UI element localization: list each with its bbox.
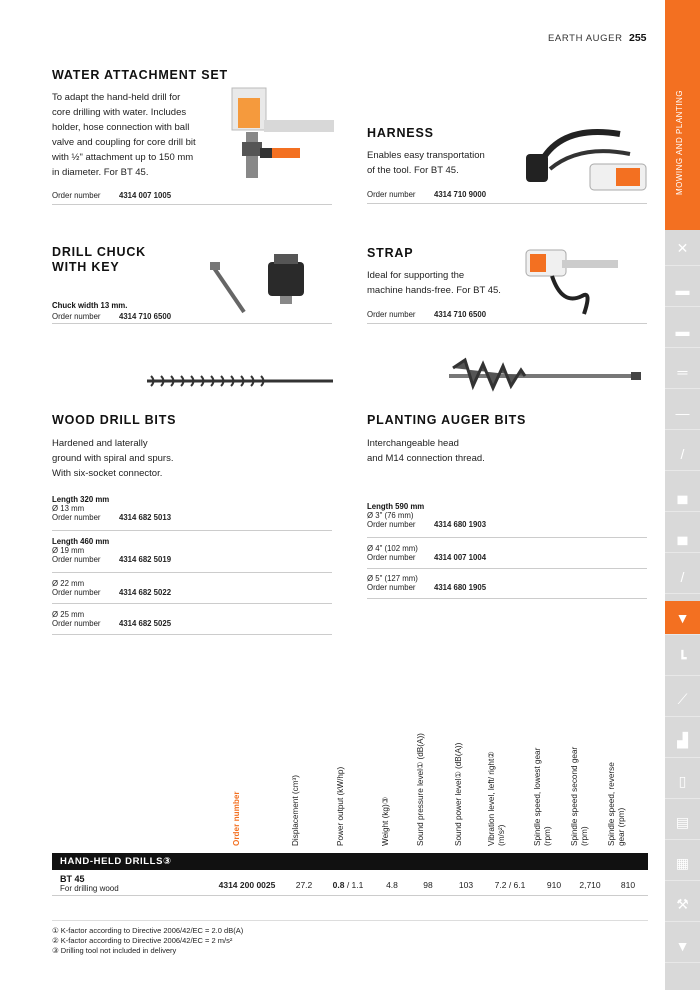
- cell-speed-low: 910: [546, 880, 562, 890]
- column-label: Sound power level① (dB(A)): [454, 742, 463, 846]
- cell-sound-pressure: 98: [423, 880, 433, 890]
- desc-line: in diameter. For BT 45.: [52, 167, 149, 178]
- planting-auger-image: [445, 356, 645, 396]
- tools-icon[interactable]: ✕: [665, 232, 700, 266]
- order-label: Order number: [52, 513, 101, 522]
- strap-image: [522, 246, 622, 320]
- wood-specs: [52, 537, 332, 564]
- document-icon[interactable]: ▤: [665, 806, 700, 840]
- spec-diameter: Ø 13 mm: [52, 504, 85, 513]
- divider: [367, 203, 647, 204]
- spec-heading: Length 590 mm: [367, 502, 425, 511]
- spec-diameter: Ø 25 mm: [52, 610, 85, 619]
- dog-icon[interactable]: ▟: [665, 724, 700, 758]
- wood-specs: [52, 610, 332, 628]
- order-row: [52, 312, 332, 321]
- cell-power: [326, 880, 370, 890]
- shirt-icon[interactable]: ▼: [665, 929, 700, 963]
- desc-line: with ½" attachment up to 150 mm: [52, 152, 194, 163]
- divider: [367, 323, 647, 324]
- order-number: 4314 710 6500: [119, 312, 172, 321]
- product-description: [52, 436, 252, 481]
- order-row: [52, 513, 332, 522]
- power-hp: / 1.1: [346, 880, 364, 890]
- tiller-icon[interactable]: ┗: [665, 642, 700, 676]
- category-sidebar: [665, 0, 700, 990]
- spec-heading: Chuck width 13 mm.: [52, 301, 128, 310]
- footnote: ② K-factor according to Directive 2006/42/EC = 2 m/s²: [52, 936, 233, 945]
- cell-speed-reverse: 810: [620, 880, 636, 890]
- column-label: Power output (kW/hp): [336, 766, 345, 846]
- brushcutter-icon[interactable]: ▬: [665, 314, 700, 348]
- divider: [52, 323, 332, 324]
- order-number: 4314 682 5019: [119, 555, 172, 564]
- harness-order: [367, 190, 647, 199]
- desc-line: Hardened and laterally: [52, 438, 148, 449]
- order-label: Order number: [52, 619, 101, 628]
- product-water-attachment: [52, 68, 252, 180]
- desc-line: machine hands-free. For BT 45.: [367, 285, 501, 296]
- product-title: WOOD DRILL BITS: [52, 413, 177, 427]
- order-label: Order number: [52, 191, 101, 200]
- wood-specs: [52, 579, 332, 597]
- order-label: Order number: [367, 583, 416, 592]
- cell-order-number: 4314 200 0025: [218, 880, 276, 890]
- order-label: Order number: [52, 555, 101, 564]
- planting-specs: [367, 544, 647, 562]
- cell-sound-power: 103: [458, 880, 474, 890]
- desc-line: of the tool. For BT 45.: [367, 165, 459, 176]
- col-sound-pressure: [416, 724, 446, 846]
- product-title: WATER ATTACHMENT SET: [52, 68, 228, 82]
- order-number: 4314 680 1903: [434, 520, 487, 529]
- divider: [52, 603, 332, 604]
- desc-line: Interchangeable head: [367, 438, 459, 449]
- cell-vibration: 7.2 / 6.1: [494, 880, 526, 890]
- product-description: [52, 90, 252, 180]
- order-row: [52, 588, 332, 597]
- table-row: [52, 872, 648, 894]
- earth-auger-icon[interactable]: ▼: [665, 601, 700, 635]
- product-description: [367, 436, 587, 466]
- col-order-number: [232, 724, 262, 846]
- col-power: [336, 724, 366, 846]
- footnote: ① K-factor according to Directive 2006/42/EC = 2.0 dB(A): [52, 926, 244, 935]
- order-row: [367, 520, 647, 529]
- spec-diameter: Ø 4" (102 mm): [367, 544, 418, 553]
- planting-specs: [367, 502, 647, 529]
- cell-weight: 4.8: [386, 880, 398, 890]
- col-weight: [381, 724, 411, 846]
- order-row: [52, 555, 332, 564]
- column-label: Displacement (cm³): [291, 775, 300, 846]
- pruner-icon[interactable]: ⟋: [665, 683, 700, 717]
- order-row: [52, 191, 332, 200]
- desc-line: valve and coupling for core drill bit: [52, 137, 196, 148]
- section-title: EARTH AUGER: [548, 33, 623, 44]
- divider: [367, 568, 647, 569]
- product-harness: [367, 126, 517, 178]
- pole-icon[interactable]: /: [665, 560, 700, 594]
- order-label: Order number: [367, 520, 416, 529]
- product-description: [367, 148, 517, 178]
- order-number: 4314 710 6500: [434, 310, 487, 319]
- product-title: HARNESS: [367, 126, 434, 140]
- product-title: STRAP: [367, 246, 414, 260]
- column-label: Spindle speed second gear (rpm): [570, 746, 589, 846]
- column-label: Order number: [232, 791, 241, 846]
- divider: [52, 895, 648, 896]
- hedge-trimmer-icon[interactable]: ▬: [665, 273, 700, 307]
- col-speed-reverse: [607, 724, 647, 846]
- order-label: Order number: [52, 588, 101, 597]
- trimmer-icon[interactable]: /: [665, 437, 700, 471]
- column-label: Spindle speed, lowest gear (rpm): [533, 747, 552, 846]
- divider: [367, 598, 647, 599]
- product-strap: [367, 246, 527, 298]
- divider: [52, 204, 332, 205]
- product-description: [367, 268, 527, 298]
- order-number: 4314 007 1005: [119, 191, 172, 200]
- product-title: WITH KEY: [52, 260, 120, 274]
- order-number: 4314 680 1905: [434, 583, 487, 592]
- power-kw: 0.8: [332, 880, 345, 890]
- sidebar-category-label: MOWING AND PLANTING: [675, 89, 684, 195]
- spec-diameter: Ø 3" (76 mm): [367, 511, 414, 520]
- order-label: Order number: [52, 312, 101, 321]
- table-group-header: HAND-HELD DRILLS③: [52, 853, 648, 870]
- order-number: 4314 682 5013: [119, 513, 172, 522]
- scythe-icon[interactable]: —: [665, 396, 700, 430]
- model-subtitle: For drilling wood: [60, 884, 119, 893]
- col-displacement: [291, 724, 321, 846]
- order-row: [52, 619, 332, 628]
- page-number: 255: [629, 32, 647, 44]
- cell-speed-second: 2,710: [579, 880, 601, 890]
- order-label: Order number: [367, 553, 416, 562]
- column-label: Spindle speed, reverse gear (rpm): [607, 762, 626, 846]
- col-vibration: [487, 724, 527, 846]
- footnote: ③ Drilling tool not included in delivery: [52, 946, 177, 955]
- product-drill-chuck: [52, 245, 212, 275]
- order-row: [367, 583, 647, 592]
- desc-line: holder, hose connection with ball: [52, 122, 190, 133]
- chuck-specs: [52, 301, 332, 321]
- spec-diameter: Ø 19 mm: [52, 546, 85, 555]
- lawnmower-icon[interactable]: ═: [665, 355, 700, 389]
- product-title: PLANTING AUGER BITS: [367, 413, 527, 427]
- order-label: Order number: [367, 310, 416, 319]
- spec-heading: Length 460 mm: [52, 537, 110, 546]
- wood-specs: [52, 495, 332, 522]
- cell-displacement: 27.2: [295, 880, 313, 890]
- desc-line: To adapt the hand-held drill for: [52, 92, 181, 103]
- desc-line: Ideal for supporting the: [367, 270, 465, 281]
- desc-line: With six-socket connector.: [52, 468, 163, 479]
- order-number: 4314 682 5022: [119, 588, 172, 597]
- water-attachment-image: [224, 84, 334, 188]
- axe-icon[interactable]: ⚒: [665, 888, 700, 922]
- column-label: Sound pressure level① (dB(A)): [416, 733, 425, 846]
- order-number: 4314 007 1004: [434, 553, 487, 562]
- divider: [367, 537, 647, 538]
- model-name: BT 45: [60, 874, 85, 884]
- phone-icon[interactable]: ▯: [665, 765, 700, 799]
- active-category-tab[interactable]: [665, 0, 700, 230]
- col-sound-power: [454, 724, 484, 846]
- water-order: [52, 191, 332, 200]
- spec-diameter: Ø 5" (127 mm): [367, 574, 418, 583]
- order-number: 4314 710 9000: [434, 190, 487, 199]
- desc-line: Enables easy transportation: [367, 150, 485, 161]
- sprayer-icon[interactable]: ▄: [665, 519, 700, 553]
- strap-order: [367, 310, 647, 319]
- product-wood-drill-bits: [52, 413, 252, 481]
- order-row: [367, 190, 647, 199]
- planting-specs: [367, 574, 647, 592]
- order-label: Order number: [367, 190, 416, 199]
- desc-line: ground with spiral and spurs.: [52, 453, 174, 464]
- divider: [52, 634, 332, 635]
- box-icon[interactable]: ▦: [665, 847, 700, 881]
- product-planting-auger-bits: [367, 413, 587, 466]
- divider: [52, 572, 332, 573]
- wood-drill-bit-image: [145, 374, 335, 388]
- spec-heading: Length 320 mm: [52, 495, 110, 504]
- column-label: Vibration level, left/ right② (m/s²): [487, 751, 506, 846]
- mower-icon[interactable]: ▄: [665, 478, 700, 512]
- divider: [52, 920, 648, 921]
- divider: [52, 530, 332, 531]
- order-row: [367, 553, 647, 562]
- column-label: Weight (kg)③: [381, 796, 390, 846]
- order-number: 4314 682 5025: [119, 619, 172, 628]
- spec-diameter: Ø 22 mm: [52, 579, 85, 588]
- order-row: [367, 310, 647, 319]
- desc-line: and M14 connection thread.: [367, 453, 485, 464]
- product-title: DRILL CHUCK: [52, 245, 146, 259]
- harness-image: [520, 124, 648, 194]
- desc-line: core drilling with water. Includes: [52, 107, 187, 118]
